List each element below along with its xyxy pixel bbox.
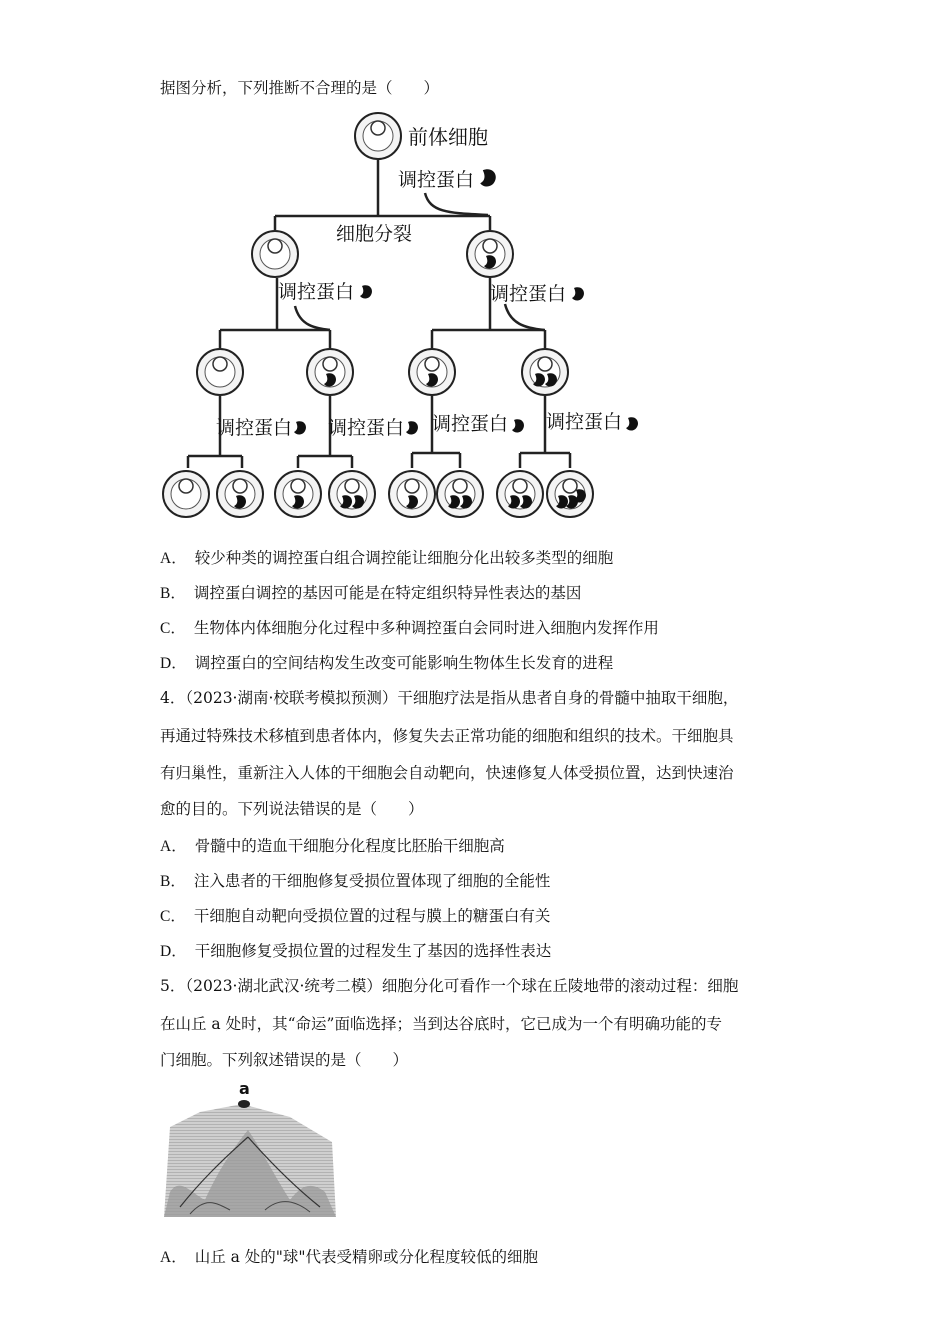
q4-stem-line: 有归巢性，重新注入人体的干细胞会自动靶向，快速修复人体受损位置，达到快速治 bbox=[160, 764, 734, 782]
q4-stem-line: 再通过特殊技术移植到患者体内，修复失去正常功能的细胞和组织的技术。干细胞具 bbox=[160, 727, 734, 745]
regulatory-protein-icon bbox=[572, 287, 584, 300]
cell-division-label: 细胞分裂 bbox=[336, 223, 413, 245]
cell-icon bbox=[217, 471, 263, 517]
question-stem: 据图分析，下列推断不合理的是（ ） bbox=[160, 79, 440, 97]
cell-icon bbox=[497, 471, 543, 517]
q4-stem-line: 愈的目的。下列说法错误的是（ ） bbox=[160, 800, 424, 818]
option-text: 注入患者的干细胞修复受损位置体现了细胞的全能性 bbox=[193, 872, 551, 890]
option-letter: D． bbox=[160, 943, 187, 960]
protein-label: 调控蛋白 bbox=[490, 283, 567, 305]
option-letter: B． bbox=[160, 873, 186, 890]
option-letter: A． bbox=[160, 550, 187, 567]
option-b bbox=[160, 871, 550, 892]
protein-label: 调控蛋白 bbox=[278, 281, 355, 303]
cell-icon bbox=[355, 113, 401, 159]
option-a bbox=[160, 836, 505, 857]
ball-icon bbox=[238, 1100, 250, 1108]
q5-stem-line: 5．（2023·湖北武汉·统考二模）细胞分化可看作一个球在丘陵地带的滚动过程：细胞 bbox=[160, 977, 739, 995]
option-letter: A． bbox=[160, 1249, 187, 1266]
option-c bbox=[160, 906, 550, 927]
regulatory-protein-icon bbox=[294, 421, 306, 434]
cell-icon bbox=[409, 349, 455, 395]
regulatory-protein-icon bbox=[406, 421, 418, 434]
option-a bbox=[160, 1247, 538, 1268]
protein-label: 调控蛋白 bbox=[216, 417, 293, 439]
option-letter: C． bbox=[160, 620, 186, 637]
cell-icon bbox=[522, 349, 568, 395]
cell-icon bbox=[547, 471, 593, 517]
cell-icon bbox=[197, 349, 243, 395]
cell-icon bbox=[252, 231, 298, 277]
epigenetic-landscape-figure bbox=[160, 1082, 340, 1222]
option-text: 骨髓中的造血干细胞分化程度比胚胎干细胞高 bbox=[194, 837, 505, 855]
regulatory-protein-icon bbox=[512, 419, 524, 432]
option-text: 较少种类的调控蛋白组合调控能让细胞分化出较多类型的细胞 bbox=[194, 549, 614, 567]
cell-icon bbox=[275, 471, 321, 517]
point-a-label: a bbox=[239, 1082, 250, 1098]
cell-icon bbox=[389, 471, 435, 517]
option-letter: D． bbox=[160, 655, 187, 672]
regulatory-protein-icon bbox=[360, 285, 372, 298]
q5-stem-line: 门细胞。下列叙述错误的是（ ） bbox=[160, 1051, 409, 1069]
protein-label: 调控蛋白 bbox=[432, 413, 509, 435]
q4-stem-line: 4．（2023·湖南·校联考模拟预测）干细胞疗法是指从患者自身的骨髓中抽取干细胞， bbox=[160, 689, 739, 707]
option-letter: B． bbox=[160, 585, 186, 602]
protein-label: 调控蛋白 bbox=[546, 411, 623, 433]
cell-icon bbox=[329, 471, 375, 517]
option-a bbox=[160, 548, 613, 569]
q5-stem-line: 在山丘 a 处时，其“命运”面临选择；当到达谷底时，它已成为一个有明确功能的专 bbox=[160, 1015, 722, 1033]
option-d bbox=[160, 653, 613, 674]
option-text: 调控蛋白调控的基因可能是在特定组织特异性表达的基因 bbox=[193, 584, 582, 602]
option-text: 调控蛋白的空间结构发生改变可能影响生物体生长发育的进程 bbox=[194, 654, 614, 672]
cell-icon bbox=[437, 471, 483, 517]
regulatory-protein-icon bbox=[626, 417, 638, 430]
option-letter: C． bbox=[160, 908, 186, 925]
precursor-cell-label: 前体细胞 bbox=[408, 125, 488, 149]
option-letter: A． bbox=[160, 838, 187, 855]
cell-icon bbox=[467, 231, 513, 277]
option-b bbox=[160, 583, 581, 604]
option-text: 干细胞修复受损位置的过程发生了基因的选择性表达 bbox=[194, 942, 552, 960]
option-text: 干细胞自动靶向受损位置的过程与膜上的糖蛋白有关 bbox=[193, 907, 551, 925]
regulatory-protein-icon bbox=[480, 169, 496, 186]
option-text: 生物体内体细胞分化过程中多种调控蛋白会同时进入细胞内发挥作用 bbox=[193, 619, 659, 637]
option-d bbox=[160, 941, 551, 962]
protein-label: 调控蛋白 bbox=[398, 169, 475, 191]
cell-differentiation-diagram bbox=[150, 108, 670, 528]
option-c bbox=[160, 618, 659, 639]
protein-label: 调控蛋白 bbox=[328, 417, 405, 439]
option-text: 山丘 a 处的"球"代表受精卵或分化程度较低的细胞 bbox=[194, 1248, 539, 1266]
cell-icon bbox=[163, 471, 209, 517]
cell-icon bbox=[307, 349, 353, 395]
